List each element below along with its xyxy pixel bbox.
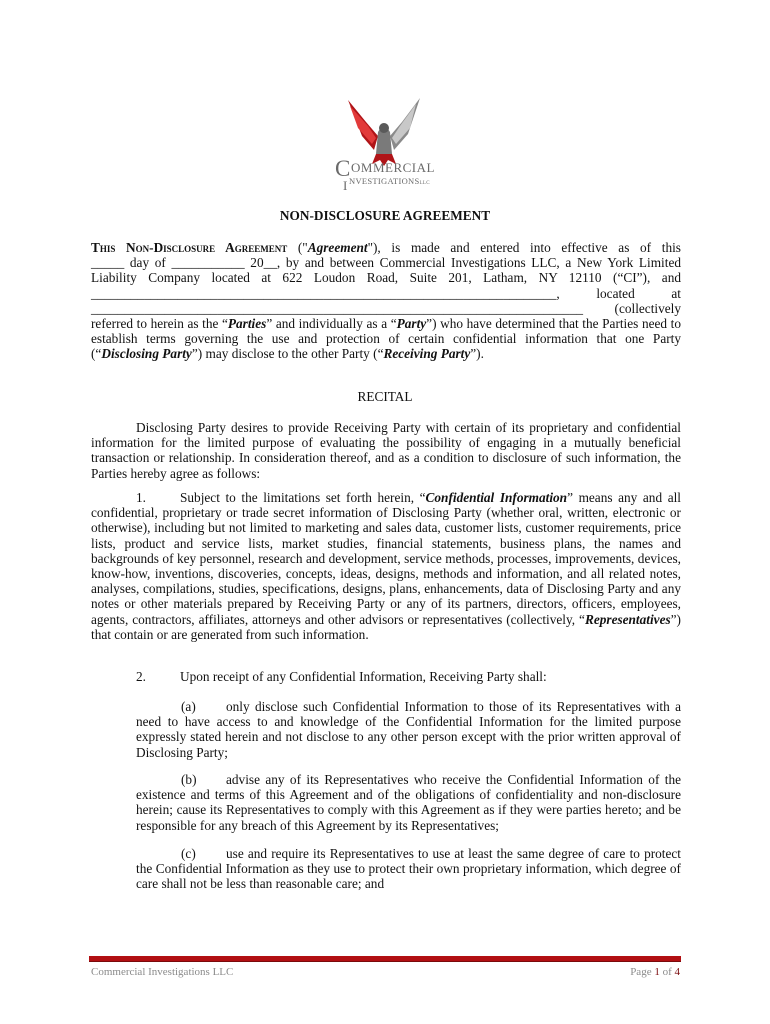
agreement-name: This Non-Disclosure Agreement xyxy=(91,240,288,255)
disclosing-party-term: Disclosing Party xyxy=(101,346,192,362)
footer-page-number: Page 1 of 4 xyxy=(630,966,680,978)
footer-company: Commercial Investigations LLC xyxy=(91,966,234,978)
representatives-term: Representatives xyxy=(584,611,671,627)
section-1: 1. Subject to the limitations set forth herein, “Confidential Information” means any and all confidential, proprietary or trade secret information of Disclosing Party (whether oral, written, electronic or otherwise), including but not limited to marketing and sales data, customer lists, customer requirements, price lists, product and service lists, market studies, financial statements, business plans, the names and backgrounds of key personnel, research and development, service methods, processes, improvements, devices, know-how, inventions, discoveries, concepts, ideas, designs, methods and information, and all related notes, analyses, compilations, studies, specifications, designs, plans, enhancements, data of Disclosing Party and any notes or other materials prepared by Receiving Party or any of its partners, directors, officers, employees, agents, contractors, affiliates, attorneys and other advisors or representatives (collectively, “Representatives”) that contain or are generated from such information. xyxy=(91,490,681,642)
document-title: NON-DISCLOSURE AGREEMENT xyxy=(279,208,491,223)
logo-line-1: OMMERCIAL xyxy=(351,160,435,175)
intro-paragraph: This Non-Disclosure Agreement ("Agreement"), is made and entered into effective as of this _____ day of ___________ 20__, by and between Commercial Investigations LLC, a New York Limited Liability Company located at 622 Loudon Road, Suite 201, Latham, NY 12110 (“CI”), and ______________________________________________________________________, located at __________________________________________________________________________ (collectively referred to herein as the “Parties” and individually as a “Party”) who have determined that the Parties need to establish terms governing the use and protection of certain confidential information that one Party (“Disclosing Party”) may disclose to the other Party (“Receiving Party”). xyxy=(91,240,681,362)
clause-a: (a) only disclose such Confidential Information to those of its Representatives with a need to have access to and knowledge of the Confidential Information for the limited purpose expressly stated herein and not disclose to any other person except with the prior written approval of Disclosing Party; xyxy=(136,699,681,760)
logo-cap-i: I xyxy=(343,178,348,193)
agreement-term: Agreement xyxy=(307,240,368,255)
intro-line-5: __________________________________________________________________________ (collectively xyxy=(91,300,681,316)
receiving-party-term: Receiving Party xyxy=(383,346,471,362)
clause-c-label: (c) xyxy=(181,846,196,861)
section-2: 2. Upon receipt of any Confidential Information, Receiving Party shall: xyxy=(136,669,547,684)
clause-a-label: (a) xyxy=(181,699,196,714)
clause-b: (b) advise any of its Representatives who receive the Confidential Information of the existence and terms of this Agreement and of the obligations of confidentiality and non-disclosure herein; cause its Representatives to comply with this Agreement as if they were parties hereto; and be responsible for any breach of this Agreement by its Representatives; xyxy=(136,772,681,833)
section-2-number: 2. xyxy=(136,669,146,684)
parties-term: Parties xyxy=(227,316,267,332)
intro-line-4: ______________________________________________________________________, located at xyxy=(91,285,681,301)
section-1-number: 1. xyxy=(136,490,146,505)
intro-line-3: Liability Company located at 622 Loudon Road, Suite 201, Latham, NY 12110 (“CI”), and xyxy=(91,270,681,286)
clause-b-label: (b) xyxy=(181,772,197,787)
party-term: Party xyxy=(396,316,427,332)
footer-rule-shadow xyxy=(89,961,681,962)
intro-line-2: _____ day of ___________ 20__, by and between Commercial Investigations LLC, a New York Limited xyxy=(91,255,681,271)
recital-paragraph: Disclosing Party desires to provide Receiving Party with certain of its proprietary and confidential information for the limited purpose of evaluating the possibility of engaging in a mutually beneficial transaction or relationship. In consideration thereof, and as a condition to disclosure of such information, the Parties hereby agree as follows: xyxy=(91,420,681,481)
recital-heading: RECITAL xyxy=(357,389,413,404)
confidential-information-term: Confidential Information xyxy=(425,490,568,505)
logo-suffix: LLC xyxy=(419,181,430,186)
logo-line-2: NVESTIGATIONSLLC xyxy=(349,176,430,186)
clause-c: (c) use and require its Representatives to use at least the same degree of care to protect the Confidential Information as they use to protect their own proprietary information, which degree of care shall not be less than reasonable care; and xyxy=(136,846,681,892)
logo-cap-c: C xyxy=(335,156,351,181)
